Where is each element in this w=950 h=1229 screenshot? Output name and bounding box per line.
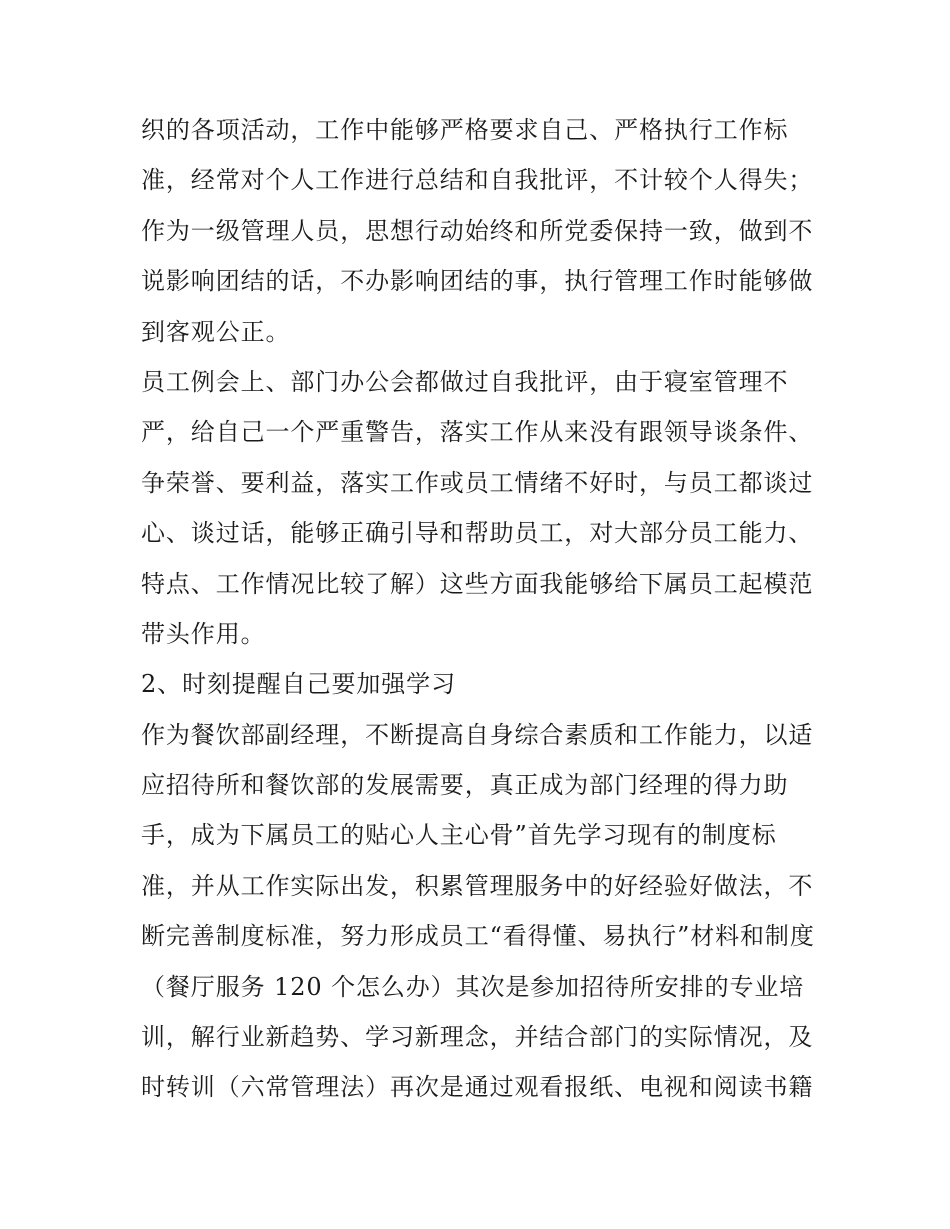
body-text [141,105,831,1113]
text-line: 争荣誉、要利益，落实工作或员工情绪不好时，与员工都谈过 [141,468,814,497]
section-heading: 2、时刻提醒自己要加强学习 [141,670,456,699]
text-line: 到客观公正。 [141,317,291,346]
text-line: 带头作用。 [141,619,266,648]
text-line: 员工例会上、部门办公会都做过自我批评，由于寝室管理不 [141,367,789,396]
text-line: 断完善制度标准，努力形成员工“看得懂、易执行”材料和制度 [141,922,815,951]
text-line: 手，成为下属员工的贴心人主心骨”首先学习现有的制度标 [141,821,777,850]
text-line: 说影响团结的话，不办影响团结的事，执行管理工作时能够做 [141,267,814,296]
text-line: 应招待所和餐饮部的发展需要，真正成为部门经理的得力助 [141,771,789,800]
text-line: 训，解行业新趋势、学习新理念，并结合部门的实际情况，及 [141,1023,814,1052]
text-line: 准，并从工作实际出发，积累管理服务中的好经验好做法，不 [141,871,814,900]
text-line: 作为一级管理人员，思想行动始终和所党委保持一致，做到不 [141,216,814,245]
text-line: 时转训（六常管理法）再次是通过观看报纸、电视和阅读书籍 [141,1073,814,1102]
text-line: 特点、工作情况比较了解）这些方面我能够给下属员工起模范 [141,569,814,598]
text-line: 心、谈过话，能够正确引导和帮助员工，对大部分员工能力、 [141,519,814,548]
text-line: 准，经常对个人工作进行总结和自我批评，不计较个人得失； [141,166,814,195]
text-line: 作为餐饮部副经理，不断提高自身综合素质和工作能力，以适 [141,720,814,749]
text-line: （餐厅服务 120 个怎么办）其次是参加招待所安排的专业培 [141,972,805,1001]
text-line: 严，给自己一个严重警告，落实工作从来没有跟领导谈条件、 [141,418,814,447]
text-line: 织的各项活动，工作中能够严格要求自己、严格执行工作标 [141,116,789,144]
